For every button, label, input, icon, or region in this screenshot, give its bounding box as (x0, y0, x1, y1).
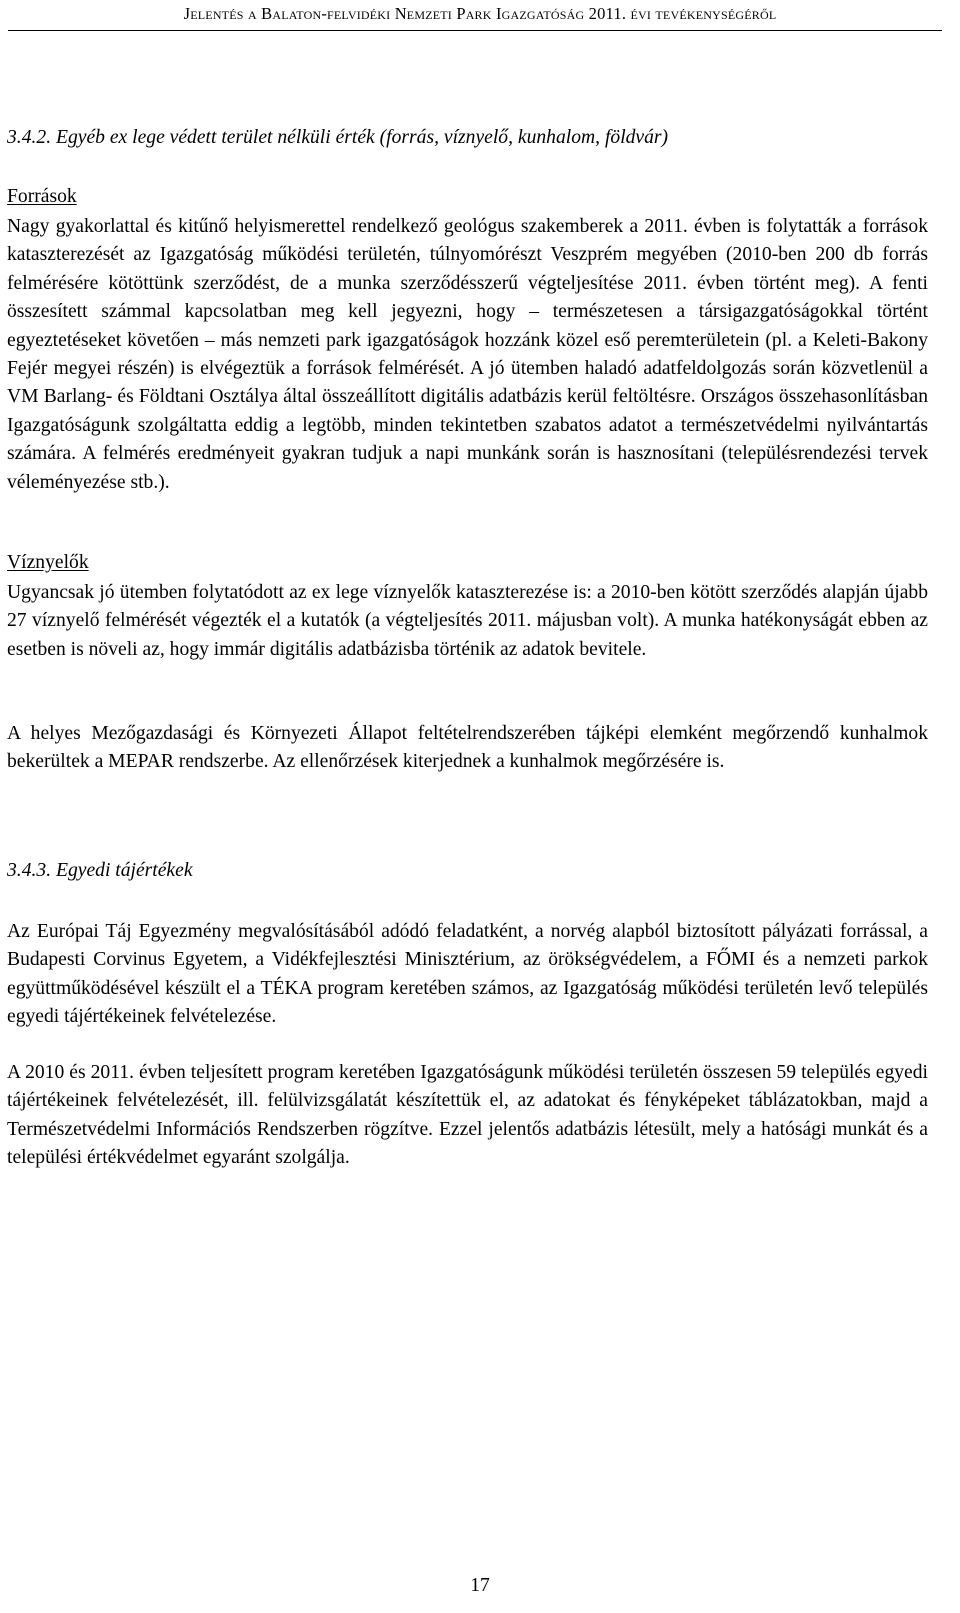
section-heading-3-4-3: 3.4.3. Egyedi tájértékek (7, 860, 193, 881)
running-header: Jelentés a Balaton-felvidéki Nemzeti Park Igazgatóság 2011. évi tevékenységéről (183, 4, 777, 23)
subheading-forrasok: Források (7, 186, 77, 207)
paragraph-forrasok: Nagy gyakorlattal és kitűnő helyismerettel rendelkező geológus szakemberek a 2011. évben is folytatták a források kataszterezését az Igazgatóság működési területén, túlnyomórészt Veszprém megyében (2010-ben 200 db forrás felmérésére kötöttünk szerződést, de a munka szerződésszerű végteljesítése 2011. évben történt meg). A fenti összesített számmal kapcsolatban meg kell jegyezni, hogy – természetesen a társigazgatóságokkal történt egyeztetéseket követően – más nemzeti park igazgatóságok hozzánk közel eső peremterületein (pl. a Keleti-Bakony Fejér megyei részén) is elvégeztük a források felmérését. A jó ütemben haladó adatfeldolgozás során közvetlenül a VM Barlang- és Földtani Osztálya által összeállított digitális adatbázis kerül feltöltésre. Országos összehasonlításban Igazgatóságunk szolgáltatta eddig a legtöbb, minden tekintetben szabatos adatot a természetvédelmi nyilvántartás számára. A felmérés eredményeit gyakran tudjuk a napi munkánk során is hasznosítani (településrendezési tervek véleményezése stb.). (7, 216, 928, 493)
header-divider (8, 30, 942, 31)
paragraph-kunhalmok: A helyes Mezőgazdasági és Környezeti Állapot feltételrendszerében tájképi elemként megőrzendő kunhalmok bekerültek a MEPAR rendszerbe. Az ellenőrzések kiterjednek a kunhalmok megőrzésére is. (7, 723, 928, 773)
paragraph-tajertekek-1: Az Európai Táj Egyezmény megvalósításából adódó feladatként, a norvég alapból biztosított pályázati forrással, a Budapesti Corvinus Egyetem, a Vidékfejlesztési Minisztérium, az örökségvédelem, a FŐMI és a nemzeti parkok együttműködésével készült el a TÉKA program keretében számos, az Igazgatóság működési területén levő település egyedi tájértékeinek felvételezése. (7, 921, 928, 1028)
paragraph-tajertekek-2: A 2010 és 2011. évben teljesített program keretében Igazgatóságunk működési területén összesen 59 település egyedi tájértékeinek felvételezését, ill. felülvizsgálatát készítettük el, az adatokat és fényképeket táblázatokban, majd a Természetvédelmi Információs Rendszerben rögzítve. Ezzel jelentős adatbázis létesült, mely a hatósági munkát és a települési értékvédelmet egyaránt szolgálja. (7, 1062, 928, 1169)
paragraph-viznyelok: Ugyancsak jó ütemben folytatódott az ex lege víznyelők kataszterezése is: a 2010-ben kötött szerződés alapján újabb 27 víznyelő felmérését végezték el a kutatók (a végteljesítés 2011. májusban volt). A munka hatékonyságát ebben az esetben is növeli az, hogy immár digitális adatbázisba történik az adatok bevitele. (7, 582, 928, 660)
section-heading-3-4-2: 3.4.2. Egyéb ex lege védett terület nélküli érték (forrás, víznyelő, kunhalom, földvár) (7, 127, 669, 148)
subheading-viznyelok: Víznyelők (7, 552, 89, 573)
page-number: 17 (470, 1575, 490, 1596)
